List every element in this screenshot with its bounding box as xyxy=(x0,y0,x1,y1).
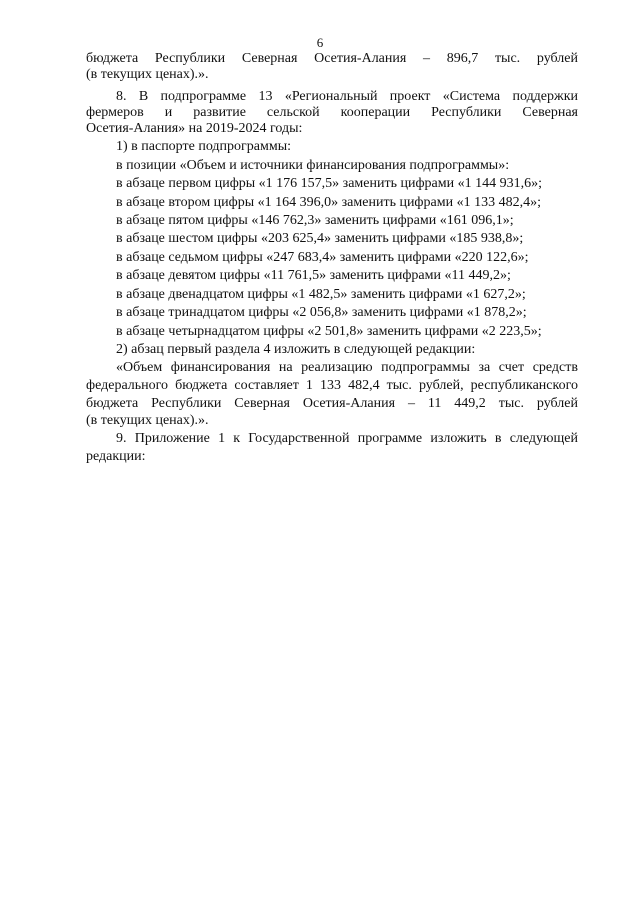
body-line: 9. Приложение 1 к Государственной программе изложить в следующей xyxy=(116,431,578,446)
body-line: в абзаце первом цифры «1 176 157,5» заменить цифрами «1 144 931,6»; xyxy=(116,176,542,191)
body-line: 1) в паспорте подпрограммы: xyxy=(116,139,292,154)
body-line: «Объем финансирования на реализацию подпрограммы за счет средств xyxy=(116,360,578,375)
body-line: (в текущих ценах).». xyxy=(86,413,209,428)
body-line: в абзаце девятом цифры «11 761,5» заменить цифрами «11 449,2»; xyxy=(116,268,511,283)
body-line: в абзаце седьмом цифры «247 683,4» заменить цифрами «220 122,6»; xyxy=(116,250,529,265)
body-line: 2) абзац первый раздела 4 изложить в следующей редакции: xyxy=(116,342,476,357)
body-line: редакции: xyxy=(86,449,146,464)
page-number: 6 xyxy=(316,35,324,50)
body-line: федерального бюджета составляет 1 133 482,4 тыс. рублей, республиканского xyxy=(86,378,578,393)
body-line: в абзаце четырнадцатом цифры «2 501,8» заменить цифрами «2 223,5»; xyxy=(116,324,542,339)
body-line: в абзаце двенадцатом цифры «1 482,5» заменить цифрами «1 627,2»; xyxy=(116,287,526,302)
body-line: в абзаце тринадцатом цифры «2 056,8» заменить цифрами «1 878,2»; xyxy=(116,305,527,320)
body-line: бюджета Республики Северная Осетия-Алания – 11 449,2 тыс. рублей xyxy=(86,396,578,411)
body-line: бюджета Республики Северная Осетия-Алания – 896,7 тыс. рублей xyxy=(86,51,578,66)
body-line: фермеров и развитие сельской кооперации Республики Северная xyxy=(86,105,578,120)
body-line: 8. В подпрограмме 13 «Региональный проект «Система поддержки xyxy=(116,89,578,104)
body-line: Осетия-Алания» на 2019-2024 годы: xyxy=(86,121,303,136)
body-line: в абзаце шестом цифры «203 625,4» заменить цифрами «185 938,8»; xyxy=(116,231,524,246)
body-line: в абзаце пятом цифры «146 762,3» заменить цифрами «161 096,1»; xyxy=(116,213,514,228)
body-line: в позиции «Объем и источники финансирования подпрограммы»: xyxy=(116,158,510,173)
body-line: (в текущих ценах).». xyxy=(86,67,209,82)
body-line: в абзаце втором цифры «1 164 396,0» заменить цифрами «1 133 482,4»; xyxy=(116,195,541,210)
